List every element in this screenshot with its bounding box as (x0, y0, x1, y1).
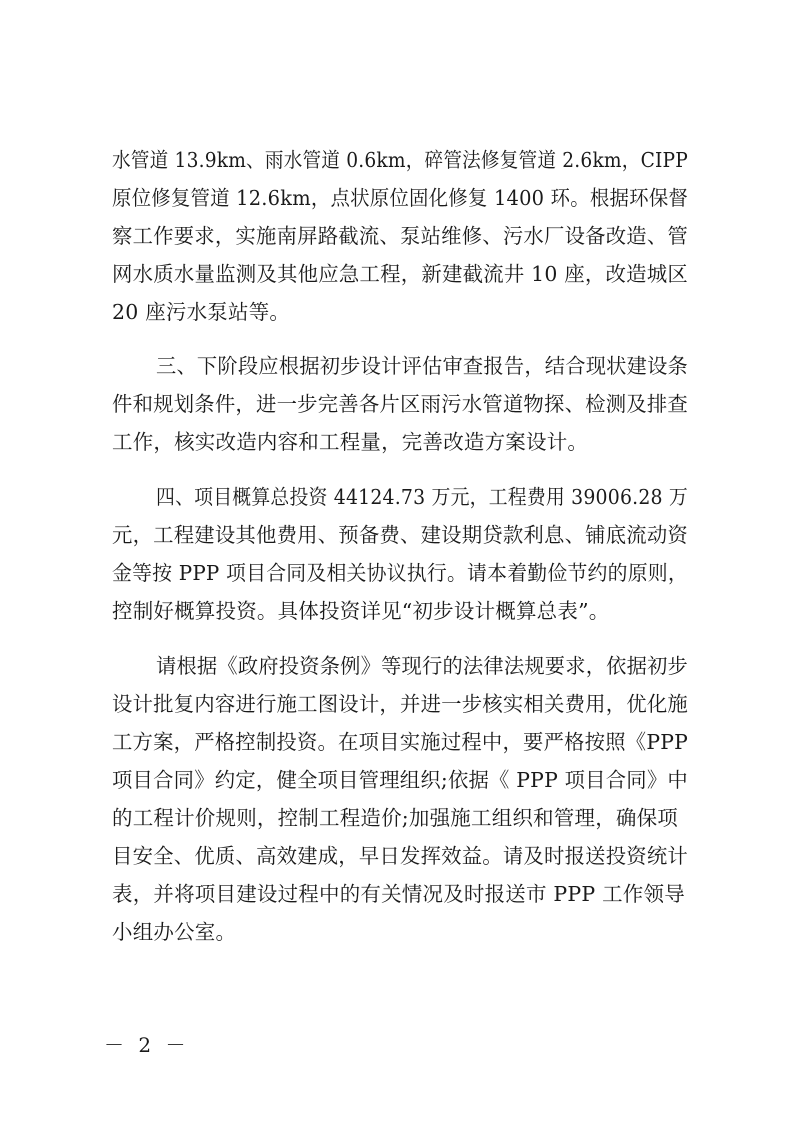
text-line: 四、项目概算总投资 44124.73 万元，工程费用 39006.28 万 (156, 485, 688, 509)
text-line: 水管道 13.9km、雨水管道 0.6km，碎管法修复管道 2.6km，CIPP (112, 148, 688, 172)
text-line: 表，并将项目建设过程中的有关情况及时报送市 PPP 工作领导 (112, 882, 685, 906)
text-line: 原位修复管道 12.6km，点状原位固化修复 1400 环。根据环保督 (112, 186, 689, 210)
text-line: 金等按 PPP 项目合同及相关协议执行。请本着勤俭节约的原则， (112, 561, 688, 585)
page-number: － 2 － (104, 1033, 190, 1057)
text-line: 网水质水量监测及其他应急工程，新建截流井 10 座，改造城区 (112, 262, 688, 286)
text-line: 工作，核实改造内容和工程量，完善改造方案设计。 (112, 430, 589, 454)
text-line: 察工作要求，实施南屏路截流、泵站维修、污水厂设备改造、管 (112, 224, 689, 248)
text-line: 设计批复内容进行施工图设计，并进一步核实相关费用，优化施 (112, 692, 689, 716)
text-line: 控制好概算投资。具体投资详见“初步设计概算总表”。 (112, 599, 610, 623)
text-line: 元，工程建设其他费用、预备费、建设期贷款利息、铺底流动资 (112, 523, 689, 547)
text-line: 小组办公室。 (112, 920, 237, 944)
text-line: 件和规划条件，进一步完善各片区雨污水管道物探、检测及排查 (112, 392, 689, 416)
text-line: 目安全、优质、高效建成，早日发挥效益。请及时报送投资统计 (112, 844, 689, 868)
text-line: 的工程计价规则，控制工程造价;加强施工组织和管理，确保项 (112, 806, 679, 830)
text-line: 三、下阶段应根据初步设计评估审查报告，结合现状建设条 (156, 354, 689, 378)
text-line: 20 座污水泵站等。 (112, 300, 291, 324)
text-line: 项目合同》约定，健全项目管理组织;依据《 PPP 项目合同》中 (112, 768, 688, 792)
text-line: 工方案，严格控制投资。在项目实施过程中，要严格按照《PPP (112, 730, 689, 754)
text-line: 请根据《政府投资条例》等现行的法律法规要求，依据初步 (156, 654, 689, 678)
